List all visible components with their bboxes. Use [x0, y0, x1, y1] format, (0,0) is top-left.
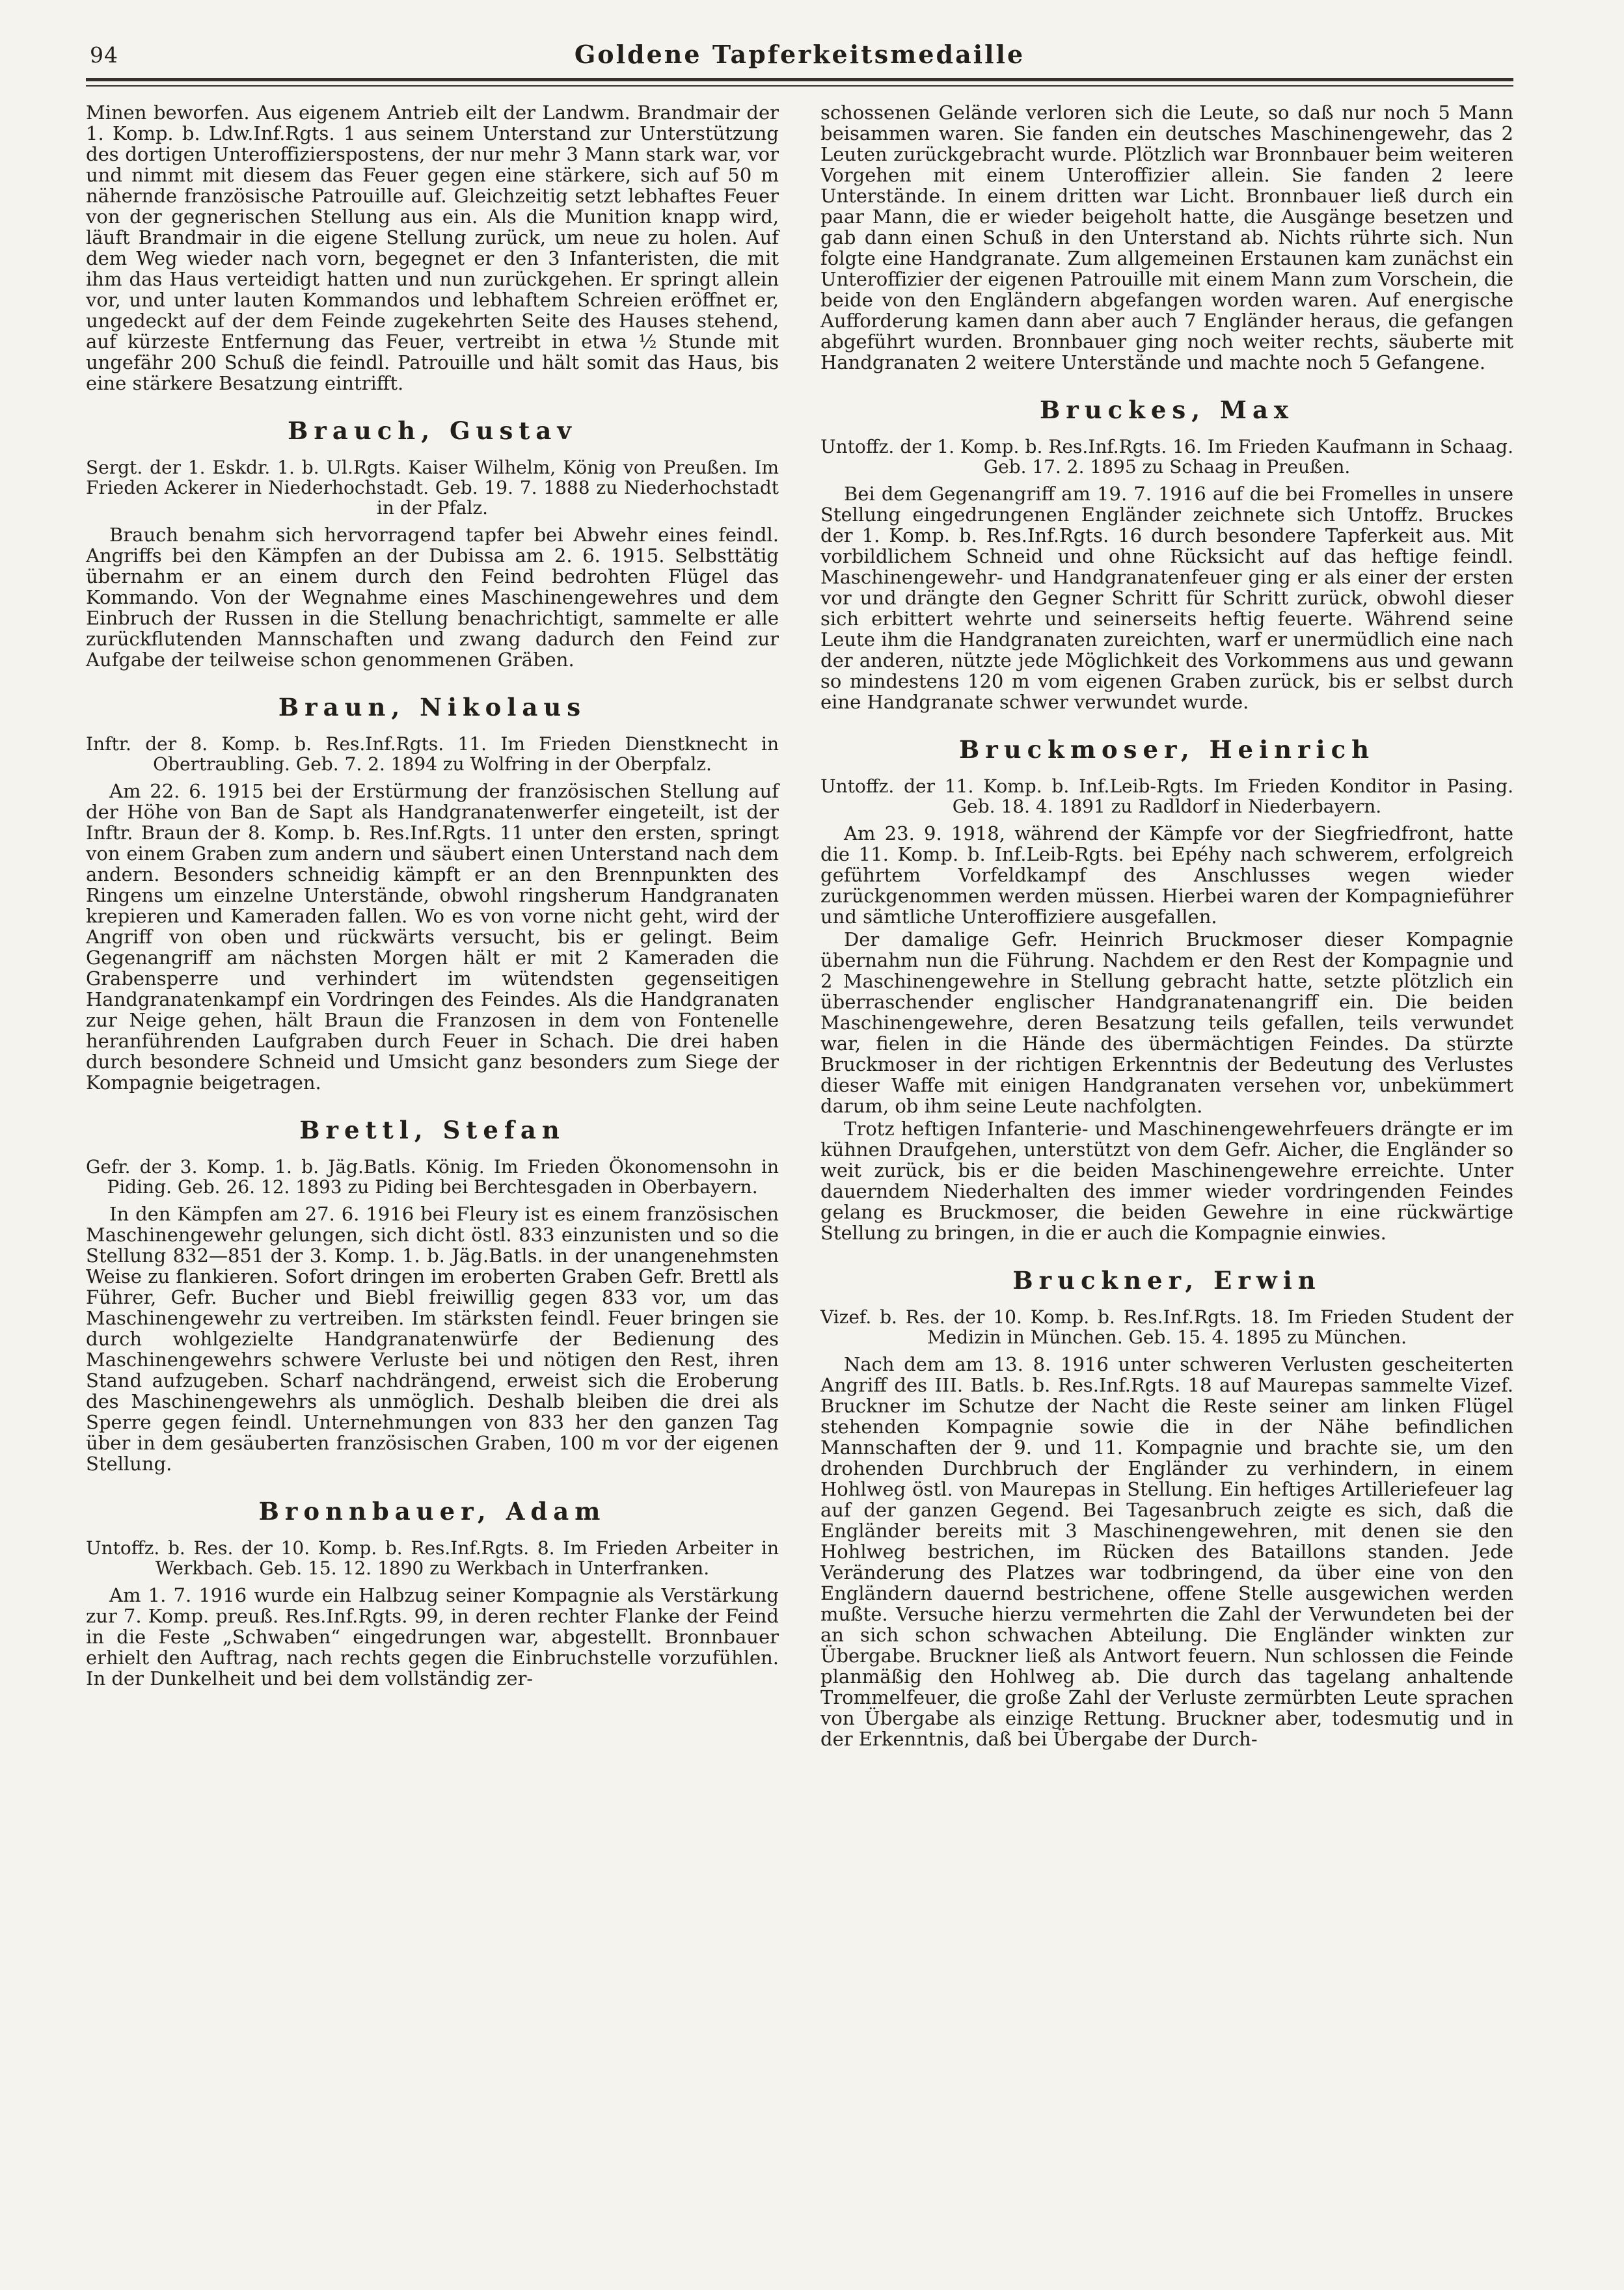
entry-service-line: Untoffz. der 11. Komp. b. Inf.Leib-Rgts. Im Frieden Konditor in Pasing. Geb. 18. 4. 1891 zu Radldorf in Niederbayern. [820, 775, 1513, 817]
entry-heading: Bruckes, Max [1040, 396, 1294, 424]
entry-paragraph: Am 1. 7. 1916 wurde ein Halbzug seiner Kompagnie als Verstärkung zur 7. Komp. preuß. Res.Inf.Rgts. 99, in deren rechter Flanke der Feind in die Feste „Schwaben“ eingedrungen war, abgestellt. Bronnbauer erhielt den Auftrag, nach rechts gegen die Einbruchstelle vorzufühlen. In der Dunkelheit und bei dem vollständig zer- [86, 1584, 779, 1690]
entry-paragraph: Trotz heftigen Infanterie- und Maschinengewehrfeuers drängte er im kühnen Draufgehen, unterstützt von dem Gefr. Aicher, die Engländer so weit zurück, bis er die beiden Maschinengewehre erreichte. Unter dauerndem Niederhalten des immer wieder vordringenden Feindes gelang es Bruckmoser, die beiden Gewehre in eine rückwärtige Stellung zu bringen, in die er auch die Kompagnie einwies. [820, 1118, 1513, 1244]
entry-paragraph: Am 22. 6. 1915 bei der Erstürmung der französischen Stellung auf der Höhe von Ban de Sapt als Handgranatenwerfer eingeteilt, ist der Inftr. Braun der 8. Komp. b. Res.Inf.Rgts. 11 unter den ersten, springt von einem Graben zum andern und säubert einen Unterstand nach dem andern. Besonders schneidig kämpft er an den Brennpunkten des Ringens um einzelne Unterstände, obwohl ringsherum Handgranaten krepieren und Kameraden fallen. Wo es von vorne nicht geht, wird der Angriff von oben und rückwärts versucht, bis er gelingt. Beim Gegenangriff am nächsten Morgen hält er mit 2 Kameraden die Grabensperre und verhindert im wütendsten gegenseitigen Handgranatenkampf ein Vordringen des Feindes. Als die Handgranaten zur Neige gehen, hält Braun die Franzosen in dem von Fontenelle heranführenden Laufgraben durch Feuer in Schach. Die drei haben durch besondere Schneid und Umsicht ganz besonders zum Siege der Kompagnie beigetragen. [86, 780, 779, 1094]
entry-heading: Brauch, Gustav [288, 416, 577, 445]
entry-heading: Bruckner, Erwin [1012, 1266, 1321, 1295]
entry-paragraph: Am 23. 9. 1918, während der Kämpfe vor der Siegfriedfront, hatte die 11. Komp. b. Inf.Leib-Rgts. bei Epéhy nach schwerem, erfolgreich geführtem Vorfeldkampf des Anschlusses wegen wieder zurückgenommen werden müssen. Hierbei waren der Kompagnieführer und sämtliche Unteroffiziere ausgefallen. [820, 822, 1513, 928]
entry-service-line: Untoffz. b. Res. der 10. Komp. b. Res.Inf.Rgts. 8. Im Frieden Arbeiter in Werkbach. Geb. 15. 12. 1890 zu Werkbach in Unterfranken. [86, 1537, 779, 1579]
header-rule [86, 78, 1513, 87]
entry-service-line: Untoffz. der 1. Komp. b. Res.Inf.Rgts. 16. Im Frieden Kaufmann in Schaag. Geb. 17. 2. 1895 zu Schaag in Preußen. [820, 436, 1513, 478]
running-title: Goldene Tapferkeitsmedaille [574, 40, 1025, 69]
entry-paragraph: Nach dem am 13. 8. 1916 unter schweren Verlusten gescheiterten Angriff des III. Batls. b. Res.Inf.Rgts. 18 auf Maurepas sammelte Vizef. Bruckner im Schutze der Nacht die Reste seiner am linken Flügel stehenden Kompagnie sowie die in der Nähe befindlichen Mannschaften der 9. und 11. Kompagnie und brachte sie, um den drohenden Durchbruch der Engländer zu verhindern, in einem Hohlweg östl. von Maurepas in Stellung. Ein heftiges Artilleriefeuer lag auf der ganzen Gegend. Bei Tagesanbruch zeigte es sich, daß die Engländer bereits mit 3 Maschinengewehren, mit denen sie den Hohlweg bestrichen, im Rücken des Bataillons standen. Jede Veränderung des Platzes war todbringend, da über eine von den Engländern dauernd bestrichene, offene Stelle ausgewichen werden mußte. Versuche hierzu vermehrten die Zahl der Verwundeten bei der an sich schon schwachen Abteilung. Die Engländer winkten zur Übergabe. Bruckner ließ als Antwort feuern. Nun schlossen die Feinde planmäßig den Hohlweg ab. Die durch das tagelang anhaltende Trommelfeuer, die große Zahl der Verluste zermürbten Leute sprachen von Übergabe als einzige Rettung. Bruckner aber, todesmutig und in der Erkenntnis, daß bei Übergabe der Durch- [820, 1353, 1513, 1750]
entry-bruckmoser [820, 736, 1513, 1243]
left-column [86, 102, 779, 1751]
entry-bruckes [820, 396, 1513, 712]
entry-paragraph: Brauch benahm sich hervorragend tapfer bei Abwehr eines feindl. Angriffs bei den Kämpfen an der Dubissa am 2. 6. 1915. Selbsttätig übernahm er an einem durch den Feind bedrohten Flügel das Kommando. Von der Wegnahme eines Maschinengewehres und dem Einbruch der Russen in die Stellung benachrichtigt, sammelte er alle zurückflutenden Mannschaften und zwang dadurch den Feind zur Aufgabe der teilweise schon genommenen Gräben. [86, 524, 779, 671]
right-column [820, 102, 1513, 1751]
entry-heading: Braun, Nikolaus [278, 693, 587, 721]
entry-heading: Brettl, Stefan [299, 1116, 565, 1144]
page-header [86, 38, 1513, 72]
continued-paragraph: Minen beworfen. Aus eigenem Antrieb eilt der Landwm. Brandmair der 1. Komp. b. Ldw.Inf.Rgts. 1 aus seinem Unterstand zur Unterstützung des dortigen Unteroffizierspostens, der nur mehr 3 Mann stark war, vor und nimmt mit diesem das Feuer gegen eine stärkere, sich auf 50 m nähernde französische Patrouille auf. Gleichzeitig setzt lebhaftes Feuer von der gegnerischen Stellung aus ein. Als die Munition knapp wird, läuft Brandmair in die eigene Stellung zurück, um neue zu holen. Auf dem Weg wieder nach vorn, begegnet er den 3 Infanteristen, die mit ihm das Haus verteidigt hatten und nun zurückgehen. Er springt allein vor, und unter lauten Kommandos und lebhaftem Schreien eröffnet er, ungedeckt auf der dem Feinde zugekehrten Seite des Hauses stehend, auf kürzeste Entfernung das Feuer, vertreibt in etwa ½ Stunde mit ungefähr 200 Schuß die feindl. Patrouille und hält somit das Haus, bis eine stärkere Besatzung eintrifft. [86, 101, 779, 394]
entry-paragraph: Der damalige Gefr. Heinrich Bruckmoser dieser Kompagnie übernahm nun die Führung. Nachdem er den Rest der Kompagnie und 2 Maschinengewehre in Stellung gebracht hatte, setzte plötzlich ein überraschender englischer Handgranatenangriff ein. Die beiden Maschinengewehre, deren Besatzung teils gefallen, teils verwundet war, fielen in die Hände des übermächtigen Feindes. Da stürzte Bruckmoser in der richtigen Erkenntnis der Bedeutung des Verlustes dieser Waffe mit einigen Handgranaten versehen vor, unbekümmert darum, ob ihm seine Leute nachfolgten. [820, 928, 1513, 1117]
entry-braun [86, 694, 779, 1093]
entry-heading: Bronnbauer, Adam [258, 1497, 606, 1526]
entry-service-line: Sergt. der 1. Eskdr. 1. b. Ul.Rgts. Kaiser Wilhelm, König von Preußen. Im Frieden Ackerer in Niederhochstadt. Geb. 19. 7. 1888 zu Niederhochstadt in der Pfalz. [86, 457, 779, 519]
entry-heading: Bruckmoser, Heinrich [958, 735, 1375, 764]
text-columns [86, 102, 1513, 1751]
page-number: 94 [90, 42, 118, 68]
entry-service-line: Gefr. der 3. Komp. 1. b. Jäg.Batls. König. Im Frieden Ökonomensohn in Piding. Geb. 26. 12. 1893 zu Piding bei Berchtesgaden in Oberbayern. [86, 1156, 779, 1198]
entry-bronnbauer [86, 1498, 779, 1689]
entry-paragraph: In den Kämpfen am 27. 6. 1916 bei Fleury ist es einem französischen Maschinengewehr gelungen, sich dicht östl. 833 einzunisten und so die Stellung 832—851 der 3. Komp. 1. b. Jäg.Batls. in der unangenehmsten Weise zu flankieren. Sofort dringen im eroberten Graben Gefr. Brettl als Führer, Gefr. Bucher und Biebl freiwillig gegen 833 vor, um das Maschinengewehr zu vertreiben. Im stärksten feindl. Feuer bringen sie durch wohlgezielte Handgranatenwürfe der Bedienung des Maschinengewehrs schwere Verluste bei und nötigen den Rest, ihren Stand aufzugeben. Scharf nachdrängend, erweist sich die Eroberung des Maschinengewehrs als unmöglich. Deshalb bleiben die drei als Sperre gegen feindl. Unternehmungen von 833 her den ganzen Tag über in dem gesäuberten französischen Graben, 100 m vor der eigenen Stellung. [86, 1203, 779, 1475]
entry-service-line: Vizef. b. Res. der 10. Komp. b. Res.Inf.Rgts. 18. Im Frieden Student der Medizin in München. Geb. 15. 4. 1895 zu München. [820, 1306, 1513, 1348]
entry-service-line: Inftr. der 8. Komp. b. Res.Inf.Rgts. 11. Im Frieden Dienstknecht in Obertraubling. Geb. 7. 2. 1894 zu Wolfring in der Oberpfalz. [86, 733, 779, 775]
entry-bruckner [820, 1267, 1513, 1749]
continued-paragraph: schossenen Gelände verloren sich die Leute, so daß nur noch 5 Mann beisammen waren. Sie fanden ein deutsches Maschinengewehr, das 2 Leuten zurückgebracht wurde. Plötzlich war Bronnbauer beim weiteren Vorgehen mit einem Unteroffizier allein. Sie fanden 2 leere Unterstände. In einem dritten war Licht. Bronnbauer ließ durch ein paar Mann, die er wieder beigeholt hatte, die Ausgänge besetzen und gab dann einen Schuß in den Unterstand ab. Nichts rührte sich. Nun folgte eine Handgranate. Zum allgemeinen Erstaunen kam zunächst ein Unteroffizier der eigenen Patrouille mit einem Mann zum Vorschein, die beide von den Engländern abgefangen worden waren. Auf energische Aufforderung kamen dann aber auch 7 Engländer heraus, die gefangen abgeführt wurden. Bronnbauer ging noch weiter rechts, säuberte mit Handgranaten 2 weitere Unterstände und machte noch 5 Gefangene. [820, 101, 1513, 373]
entry-brettl [86, 1116, 779, 1474]
entry-brauch [86, 417, 779, 670]
entry-paragraph: Bei dem Gegenangriff am 19. 7. 1916 auf die bei Fromelles in unsere Stellung eingedrungenen Engländer zeichnete sich Untoffz. Bruckes der 1. Komp. b. Res.Inf.Rgts. 16 durch besondere Tapferkeit aus. Mit vorbildlichem Schneid und ohne Rücksicht auf das heftige feindl. Maschinengewehr- und Handgranatenfeuer ging er als einer der ersten vor und drängte den Gegner Schritt für Schritt zurück, obwohl dieser sich erbittert wehrte und seinerseits heftig feuerte. Während seine Leute ihm die Handgranaten zureichten, warf er unermüdlich eine nach der anderen, nützte jede Möglichkeit des Vorkommens aus und gewann so mindestens 120 m vom eigenen Graben zurück, bis er selbst durch eine Handgranate schwer verwundet wurde. [820, 483, 1513, 713]
